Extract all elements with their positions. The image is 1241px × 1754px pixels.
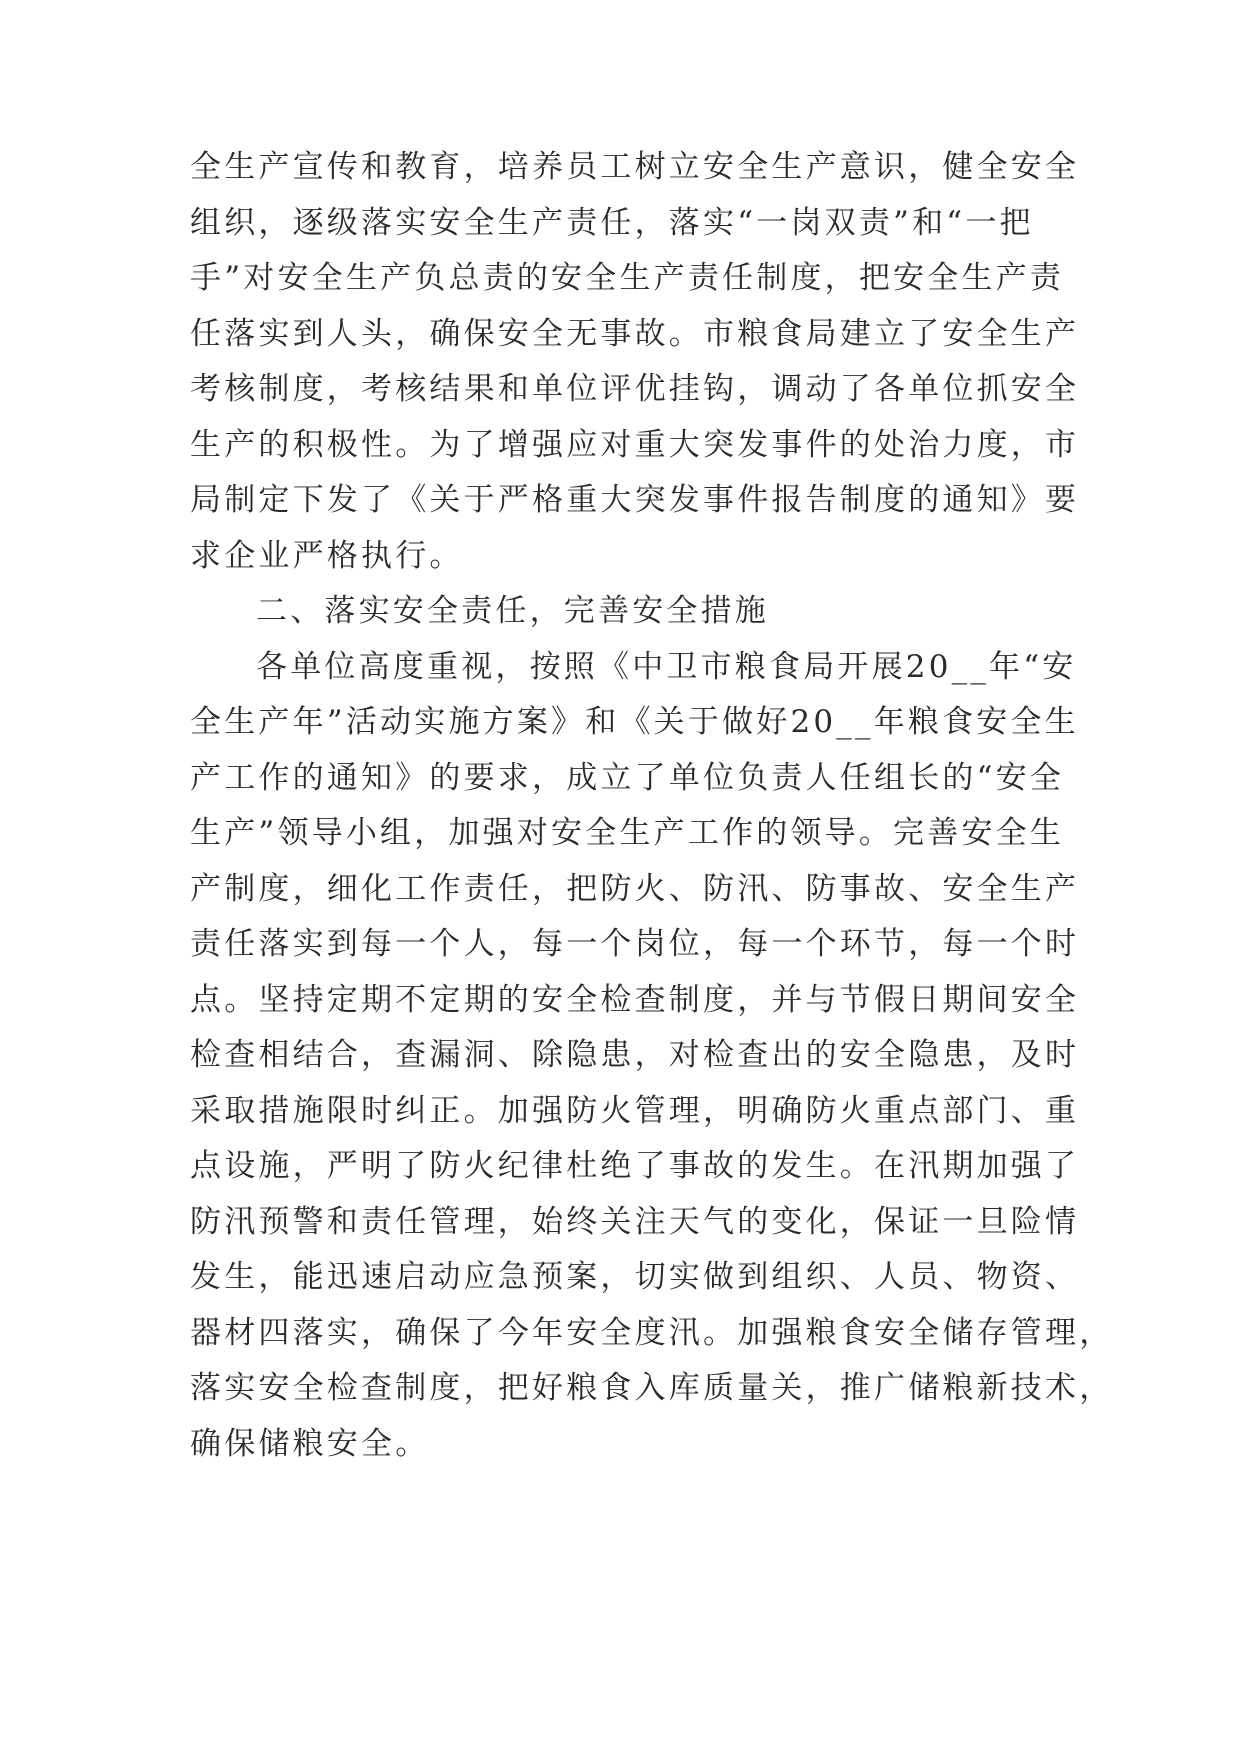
text-line: 点。坚持定期不定期的安全检查制度，并与节假日期间安全 <box>190 981 1080 1018</box>
section-heading: 二、落实安全责任，完善安全措施 <box>256 593 769 629</box>
text-line: 采取措施限时纠正。加强防火管理，明确防火重点部门、重 <box>190 1092 1080 1129</box>
text-line: 全生产宣传和教育，培养员工树立安全生产意识，健全安全 <box>190 149 1080 185</box>
text-line: 确保储粮安全。 <box>190 1425 430 1462</box>
text-line: 防汛预警和责任管理，始终关注天气的变化，保证一旦险情 <box>190 1203 1080 1240</box>
text-line: 产制度，细化工作责任，把防火、防汛、防事故、安全生产 <box>190 870 1080 907</box>
text-line: 产工作的通知》的要求，成立了单位负责人任组长的“安全 <box>190 759 1065 796</box>
text-line: 局制定下发了《关于严格重大突发事件报告制度的通知》要 <box>190 482 1080 518</box>
text-line: 求企业严格执行。 <box>190 537 464 574</box>
text-line: 全生产年”活动实施方案》和《关于做好20__年粮食安全生 <box>190 704 1079 740</box>
text-line: 发生，能迅速启动应急预案，切实做到组织、人员、物资、 <box>190 1259 1080 1295</box>
text-line: 考核制度，考核结果和单位评优挂钩，调动了各单位抓安全 <box>190 371 1080 407</box>
text-line: 组织，逐级落实安全生产责任，落实“一岗双责”和“一把 <box>190 204 1034 241</box>
text-line: 器材四落实，确保了今年安全度汛。加强粮食安全储存管理， <box>190 1314 1114 1351</box>
text-line: 生产”领导小组，加强对安全生产工作的领导。完善安全生 <box>190 815 1065 851</box>
text-line: 点设施，严明了防火纪律杜绝了事故的发生。在汛期加强了 <box>190 1148 1080 1184</box>
text-line: 手”对安全生产负总责的安全生产责任制度，把安全生产责 <box>190 260 1065 296</box>
text-line: 责任落实到每一个人，每一个岗位，每一个环节，每一个时 <box>190 926 1080 962</box>
text-line: 检查相结合，查漏洞、除隐患，对检查出的安全隐患，及时 <box>190 1037 1080 1073</box>
text-line: 落实安全检查制度，把好粮食入库质量关，推广储粮新技术， <box>190 1370 1114 1406</box>
document-body <box>190 140 1114 1472</box>
text-line: 任落实到人头，确保安全无事故。市粮食局建立了安全生产 <box>190 315 1080 352</box>
text-line: 生产的积极性。为了增强应对重大突发事件的处治力度，市 <box>190 426 1080 463</box>
paragraph-first-line: 各单位高度重视，按照《中卫市粮食局开展20__年“安 <box>256 648 1077 685</box>
